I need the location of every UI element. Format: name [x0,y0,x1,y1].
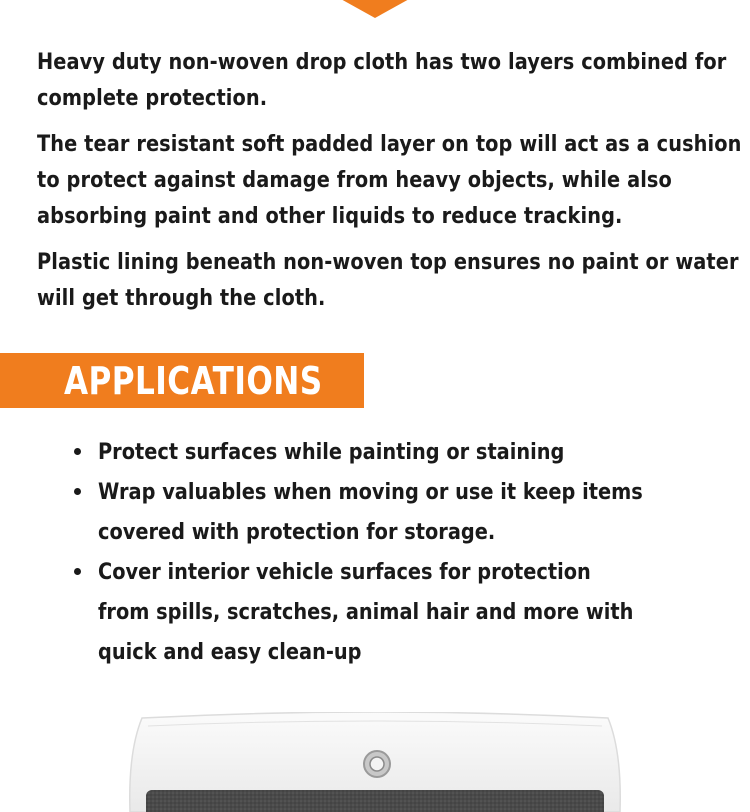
applications-banner [0,353,364,408]
description-paragraph: Plastic lining beneath non-woven top ensures no paint or water will get through the cloth. [37,249,739,311]
bullet-icon [74,448,81,455]
list-item [0,432,750,472]
description-paragraph: The tear resistant soft padded layer on top will act as a cushion to protect against damage from heavy objects, while also absorbing paint and other liquids to reduce tracking. [37,131,742,229]
list-item-text: Cover interior vehicle surfaces for protection from spills, scratches, animal hair and more with quick and easy clean-up [98,559,634,665]
drop-cloth-product-image [128,712,622,812]
orange-chevron-marker [339,0,411,18]
bullet-icon [74,488,81,495]
applications-heading: APPLICATIONS [64,359,323,403]
bullet-icon [74,568,81,575]
description-paragraph: Heavy duty non-woven drop cloth has two layers combined for complete protection. [37,49,727,111]
applications-list [0,432,750,672]
list-item [0,472,750,552]
list-item-text: Protect surfaces while painting or staining [98,439,565,465]
list-item [0,552,750,672]
list-item-text: Wrap valuables when moving or use it keep items covered with protection for storage. [98,479,643,545]
product-description [37,44,742,326]
